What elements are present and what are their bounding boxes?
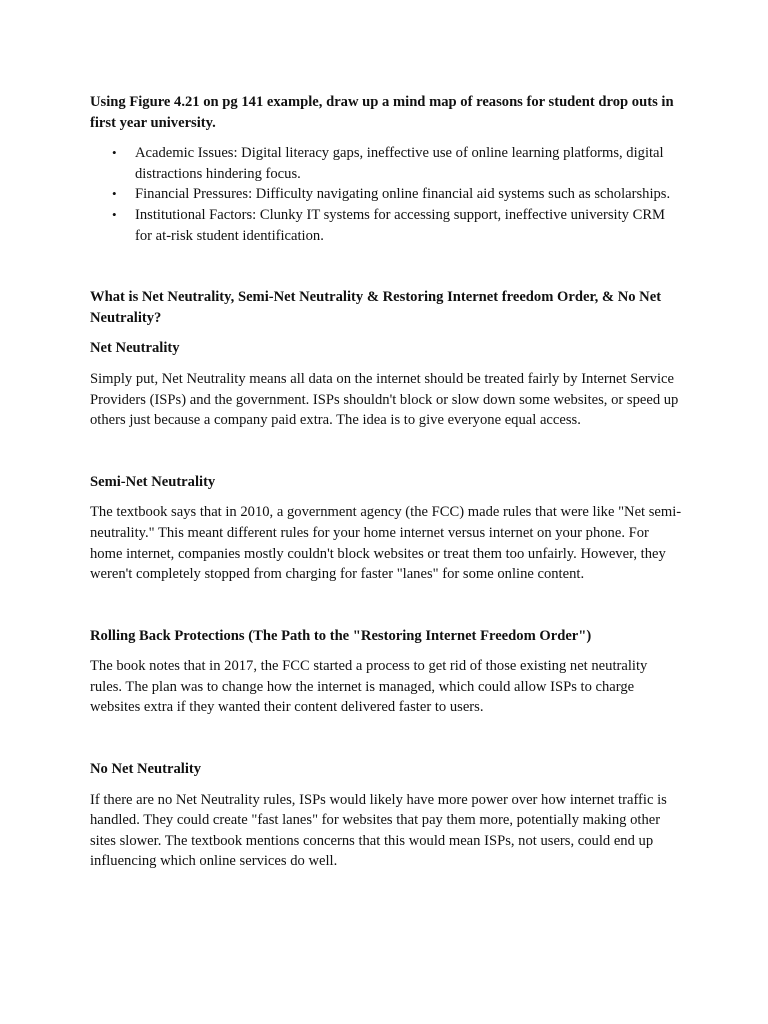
bullet-icon: • [112, 186, 117, 202]
section-body-no-net-neutrality: If there are no Net Neutrality rules, ISPs would likely have more power over how internet traffic is handled. They could create "fast lanes" for websites that pay them more, potentially making other sites slower. The textbook mentions concerns that this would mean ISPs, not users, could end up influencing which online services do well. [90, 791, 667, 870]
list-item [90, 143, 682, 184]
list-item-text: Institutional Factors: Clunky IT systems for accessing support, ineffective university CRM for at-risk student identification. [135, 206, 666, 244]
dropout-reasons-list [90, 143, 682, 246]
section-body-net-neutrality: Simply put, Net Neutrality means all data on the internet should be treated fairly by Internet Service Providers (ISPs) and the government. ISPs shouldn't block or slow down some websites, or speed up others just because a company paid extra. The idea is to give everyone equal access. [90, 370, 679, 429]
bullet-icon: • [112, 145, 117, 161]
section-body-rolling-back: The book notes that in 2017, the FCC started a process to get rid of those existing net neutrality rules. The plan was to change how the internet is managed, which could allow ISPs to charge websites extra if they wanted their content delivered faster to users. [90, 658, 648, 716]
list-item [90, 205, 682, 246]
list-item [90, 184, 682, 205]
document-content [90, 92, 682, 872]
section-title-net-neutrality: Net Neutrality [90, 340, 180, 357]
section-title-rolling-back: Rolling Back Protections (The Path to the "Restoring Internet Freedom Order") [90, 627, 592, 644]
list-item-text: Academic Issues: Digital literacy gaps, ineffective use of online learning platforms, digital distractions hindering focus. [135, 145, 664, 182]
section-body-semi-net-neutrality: The textbook says that in 2010, a government agency (the FCC) made rules that were like "Net semi-neutrality." This meant different rules for your home internet versus internet on your phone. For home internet, companies mostly couldn't block websites or treat them too unfairly. However, they weren't completely stopped from charging for faster "lanes" for some online content. [90, 504, 682, 583]
question-2-heading: What is Net Neutrality, Semi-Net Neutrality & Restoring Internet freedom Order, & No Net Neutrality? [90, 289, 662, 326]
section-title-no-net-neutrality: No Net Neutrality [90, 761, 202, 778]
question-1-heading: Using Figure 4.21 on pg 141 example, draw up a mind map of reasons for student drop outs in first year university. [90, 94, 674, 131]
list-item-text: Financial Pressures: Difficulty navigating online financial aid systems such as scholarships. [135, 186, 671, 203]
section-title-semi-net-neutrality: Semi-Net Neutrality [90, 473, 216, 490]
bullet-icon: • [112, 206, 117, 222]
